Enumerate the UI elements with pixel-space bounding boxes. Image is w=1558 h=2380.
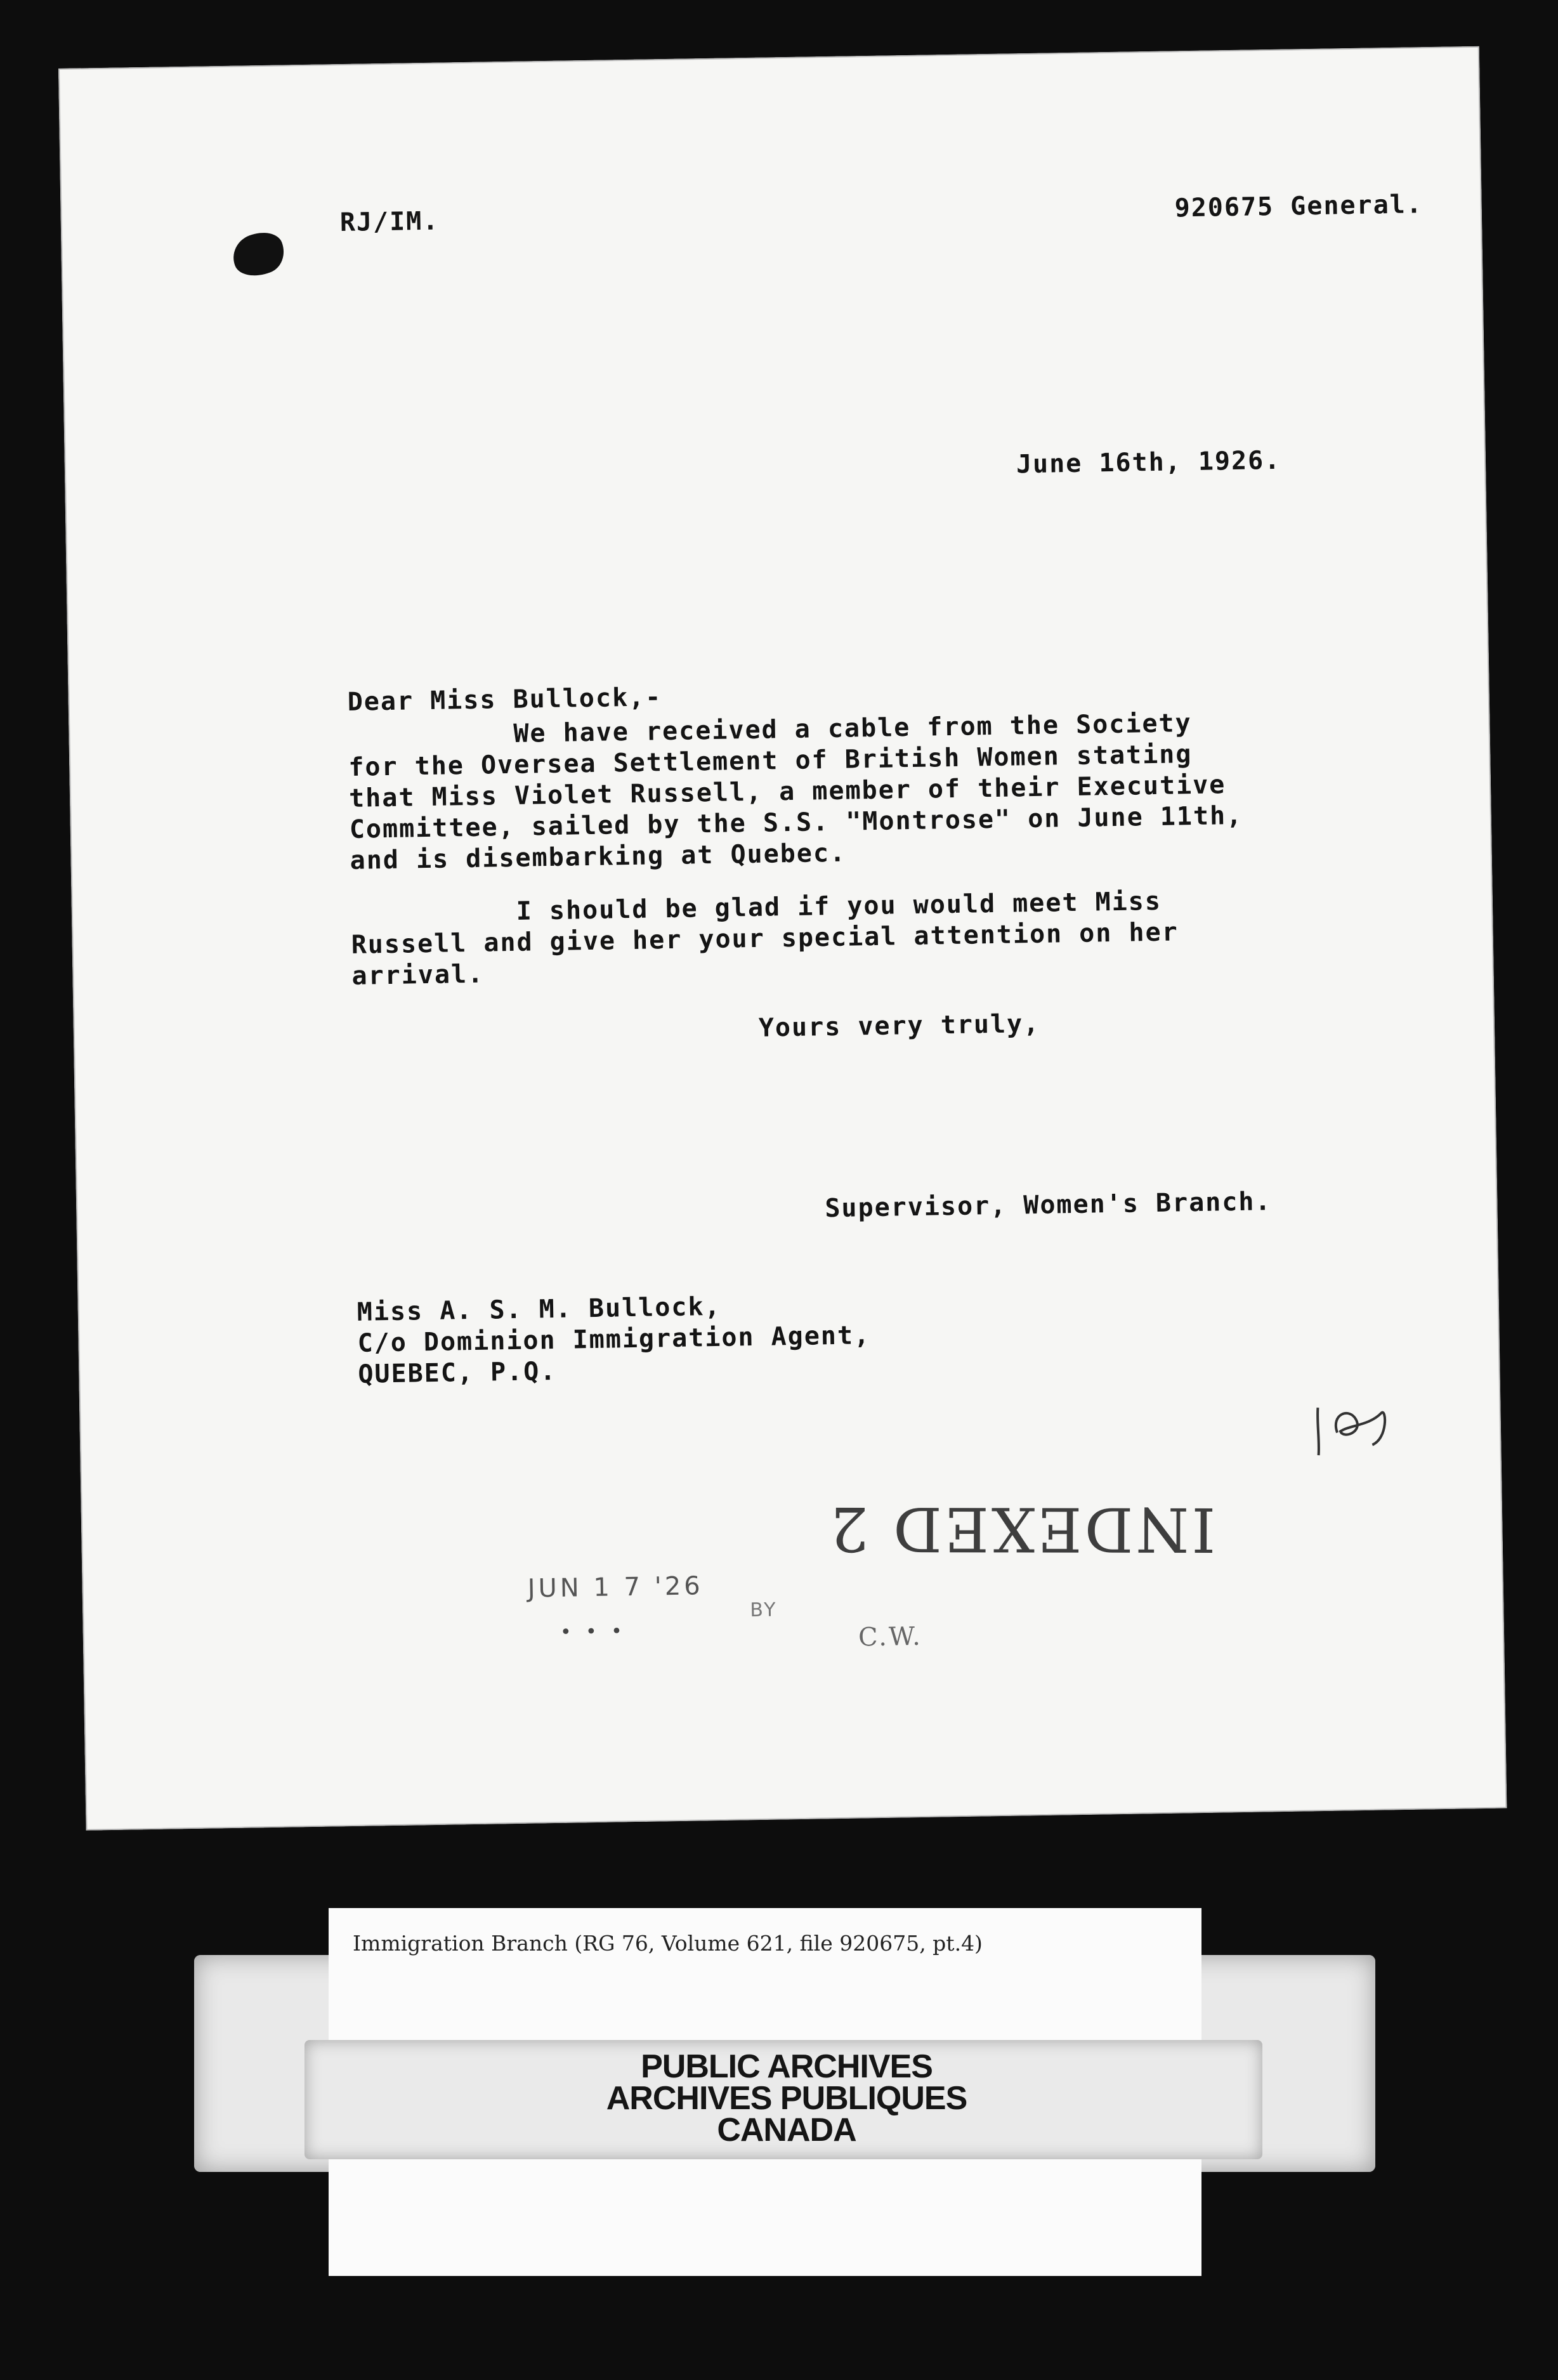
stamp-dots: ••• bbox=[560, 1619, 637, 1644]
handwritten-initials bbox=[1311, 1394, 1395, 1465]
body-paragraph-1 bbox=[348, 707, 1243, 877]
addressee-line: C/o Dominion Immigration Agent, bbox=[357, 1321, 871, 1358]
body-line: for the Oversea Settlement of British Women stating bbox=[348, 740, 1193, 782]
letter-sheet bbox=[58, 46, 1507, 1831]
body-line: I should be glad if you would meet Miss bbox=[350, 886, 1162, 929]
indexed-stamp: INDEXED 2 bbox=[827, 1493, 1216, 1565]
body-line: Russell and give her your special attention on her bbox=[351, 917, 1179, 960]
archives-line-3: CANADA bbox=[717, 2112, 856, 2148]
addressee-block bbox=[357, 1289, 871, 1390]
body-line: Committee, sailed by the S.S. "Montrose" on June 11th, bbox=[349, 801, 1243, 844]
reference-code: RJ/IM. bbox=[339, 206, 440, 238]
salutation: Dear Miss Bullock,- bbox=[347, 683, 662, 717]
stamp-by-label: BY bbox=[750, 1599, 778, 1622]
addressee-line: Miss A. S. M. Bullock, bbox=[357, 1291, 721, 1327]
file-number: 920675 General. bbox=[1174, 190, 1424, 223]
body-line: and is disembarking at Quebec. bbox=[350, 838, 847, 875]
signature-title: Supervisor, Women's Branch. bbox=[825, 1187, 1272, 1224]
public-archives-stamp bbox=[546, 2048, 1028, 2148]
archives-line-2: ARCHIVES PUBLIQUES bbox=[606, 2080, 967, 2117]
body-line: We have received a cable from the Society bbox=[348, 709, 1192, 751]
archive-caption: Immigration Branch (RG 76, Volume 621, file 920675, pt.4) bbox=[353, 1931, 983, 1956]
addressee-line: QUEBEC, P.Q. bbox=[358, 1356, 557, 1389]
closing: Yours very truly, bbox=[758, 1009, 1040, 1043]
received-date-stamp: JUN 1 7 '26 bbox=[527, 1571, 704, 1604]
letter-date: June 16th, 1926. bbox=[1016, 445, 1281, 480]
stamp-initials: C.W. bbox=[858, 1621, 923, 1652]
ink-blot bbox=[227, 226, 291, 284]
archives-line-1: PUBLIC ARCHIVES bbox=[641, 2048, 933, 2085]
body-paragraph-2 bbox=[351, 886, 1179, 991]
body-line: arrival. bbox=[351, 959, 485, 991]
body-line: that Miss Violet Russell, a member of their Executive bbox=[348, 770, 1226, 813]
